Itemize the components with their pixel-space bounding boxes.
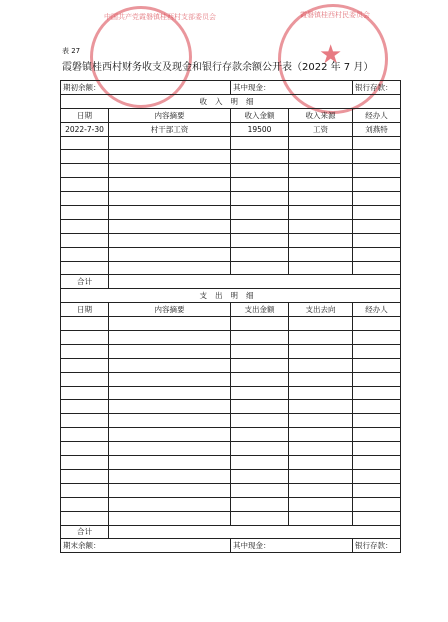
expense-empty-row bbox=[61, 469, 401, 483]
income-amount: 19500 bbox=[231, 122, 289, 136]
table-cell bbox=[289, 136, 353, 150]
expense-empty-row bbox=[61, 456, 401, 470]
table-cell bbox=[231, 178, 289, 192]
income-total-label: 合计 bbox=[61, 275, 109, 289]
income-row bbox=[61, 122, 401, 136]
expense-empty-row bbox=[61, 358, 401, 372]
table-cell bbox=[289, 233, 353, 247]
table-cell bbox=[61, 442, 109, 456]
table-cell bbox=[109, 414, 231, 428]
star-icon: ★ bbox=[319, 40, 343, 70]
table-cell bbox=[231, 206, 289, 220]
table-cell bbox=[231, 386, 289, 400]
table-cell bbox=[289, 178, 353, 192]
income-summary: 村干部工资 bbox=[109, 122, 231, 136]
table-cell bbox=[61, 428, 109, 442]
table-cell bbox=[231, 164, 289, 178]
table-cell bbox=[61, 247, 109, 261]
table-cell bbox=[289, 497, 353, 511]
expense-empty-row bbox=[61, 511, 401, 525]
table-cell bbox=[353, 219, 401, 233]
table-cell bbox=[61, 414, 109, 428]
table-cell bbox=[353, 400, 401, 414]
committee-seal-text: 霞磐镇桂西村民委员会 bbox=[300, 11, 370, 19]
income-empty-row bbox=[61, 233, 401, 247]
closing-balance-label: 期末余额： bbox=[61, 539, 231, 553]
expense-header-destination: 支出去向 bbox=[289, 303, 353, 317]
expense-header-amount: 支出金额 bbox=[231, 303, 289, 317]
table-cell bbox=[353, 261, 401, 275]
table-cell bbox=[353, 511, 401, 525]
table-cell bbox=[61, 178, 109, 192]
table-cell bbox=[289, 442, 353, 456]
opening-bank-label: 银行存款： bbox=[353, 81, 401, 95]
table-cell bbox=[109, 483, 231, 497]
expense-header-date: 日期 bbox=[61, 303, 109, 317]
expense-empty-row bbox=[61, 386, 401, 400]
table-cell bbox=[353, 136, 401, 150]
income-header-handler: 经办人 bbox=[353, 108, 401, 122]
table-cell bbox=[109, 400, 231, 414]
income-section-title: 收入明细 bbox=[61, 94, 401, 108]
table-cell bbox=[289, 414, 353, 428]
table-cell bbox=[353, 331, 401, 345]
table-cell bbox=[61, 331, 109, 345]
expense-empty-row bbox=[61, 317, 401, 331]
table-cell bbox=[353, 414, 401, 428]
table-cell bbox=[109, 386, 231, 400]
table-cell bbox=[231, 414, 289, 428]
page-title: 霞磐镇桂西村财务收支及现金和银行存款余额公开表（2022 年 7 月） bbox=[62, 62, 374, 73]
table-cell bbox=[109, 372, 231, 386]
income-header-date: 日期 bbox=[61, 108, 109, 122]
table-cell bbox=[109, 344, 231, 358]
table-cell bbox=[231, 317, 289, 331]
table-cell bbox=[289, 456, 353, 470]
income-empty-row bbox=[61, 178, 401, 192]
table-cell bbox=[109, 358, 231, 372]
table-cell bbox=[109, 233, 231, 247]
table-cell bbox=[353, 372, 401, 386]
table-cell bbox=[61, 497, 109, 511]
table-cell bbox=[353, 178, 401, 192]
table-cell bbox=[61, 456, 109, 470]
table-cell bbox=[109, 442, 231, 456]
income-total-value bbox=[109, 275, 401, 289]
table-cell bbox=[353, 233, 401, 247]
income-empty-row bbox=[61, 219, 401, 233]
table-cell bbox=[109, 317, 231, 331]
table-cell bbox=[289, 511, 353, 525]
table-cell bbox=[231, 442, 289, 456]
table-cell bbox=[109, 164, 231, 178]
table-cell bbox=[289, 358, 353, 372]
table-cell bbox=[231, 511, 289, 525]
table-cell bbox=[353, 247, 401, 261]
table-cell bbox=[231, 150, 289, 164]
income-empty-row bbox=[61, 150, 401, 164]
income-header-amount: 收入金额 bbox=[231, 108, 289, 122]
table-cell bbox=[353, 483, 401, 497]
expense-header-summary: 内容摘要 bbox=[109, 303, 231, 317]
table-cell bbox=[109, 192, 231, 206]
table-cell bbox=[231, 483, 289, 497]
expense-empty-row bbox=[61, 400, 401, 414]
expense-total-row bbox=[61, 525, 401, 539]
closing-cash-label: 其中现金： bbox=[231, 539, 353, 553]
table-cell bbox=[289, 386, 353, 400]
table-cell bbox=[231, 456, 289, 470]
table-cell bbox=[289, 219, 353, 233]
table-cell bbox=[109, 261, 231, 275]
table-cell bbox=[231, 497, 289, 511]
table-cell bbox=[61, 219, 109, 233]
expense-header-row bbox=[61, 303, 401, 317]
table-cell bbox=[109, 150, 231, 164]
table-cell bbox=[231, 247, 289, 261]
table-cell bbox=[289, 331, 353, 345]
table-cell bbox=[231, 372, 289, 386]
expense-empty-row bbox=[61, 344, 401, 358]
table-cell bbox=[61, 344, 109, 358]
table-cell bbox=[61, 358, 109, 372]
expense-total-value bbox=[109, 525, 401, 539]
expense-empty-row bbox=[61, 497, 401, 511]
table-cell bbox=[289, 344, 353, 358]
income-empty-row bbox=[61, 261, 401, 275]
opening-balance-row bbox=[61, 81, 401, 95]
table-cell bbox=[61, 233, 109, 247]
table-cell bbox=[61, 372, 109, 386]
table-cell bbox=[353, 192, 401, 206]
finance-table bbox=[60, 80, 401, 553]
table-cell bbox=[353, 469, 401, 483]
expense-empty-row bbox=[61, 414, 401, 428]
closing-balance-row bbox=[61, 539, 401, 553]
table-cell bbox=[231, 192, 289, 206]
table-cell bbox=[231, 261, 289, 275]
table-cell bbox=[61, 164, 109, 178]
table-cell bbox=[61, 136, 109, 150]
expense-header-handler: 经办人 bbox=[353, 303, 401, 317]
table-cell bbox=[109, 247, 231, 261]
income-section-row bbox=[61, 94, 401, 108]
table-cell bbox=[289, 192, 353, 206]
table-cell bbox=[289, 164, 353, 178]
table-cell bbox=[353, 497, 401, 511]
table-cell bbox=[61, 192, 109, 206]
table-cell bbox=[231, 136, 289, 150]
table-cell bbox=[61, 400, 109, 414]
table-cell bbox=[61, 469, 109, 483]
table-cell bbox=[109, 497, 231, 511]
table-number: 表 27 bbox=[62, 47, 81, 55]
table-cell bbox=[231, 358, 289, 372]
expense-empty-row bbox=[61, 442, 401, 456]
table-cell bbox=[109, 206, 231, 220]
table-cell bbox=[61, 386, 109, 400]
table-cell bbox=[353, 317, 401, 331]
expense-empty-row bbox=[61, 428, 401, 442]
table-cell bbox=[109, 136, 231, 150]
table-cell bbox=[353, 386, 401, 400]
table-cell bbox=[353, 150, 401, 164]
table-cell bbox=[61, 150, 109, 164]
table-cell bbox=[109, 469, 231, 483]
income-header-summary: 内容摘要 bbox=[109, 108, 231, 122]
table-cell bbox=[353, 206, 401, 220]
opening-cash-label: 其中现金： bbox=[231, 81, 353, 95]
table-cell bbox=[109, 178, 231, 192]
table-cell bbox=[353, 358, 401, 372]
table-cell bbox=[289, 483, 353, 497]
table-cell bbox=[289, 261, 353, 275]
table-cell bbox=[289, 317, 353, 331]
opening-balance-label: 期初余额： bbox=[61, 81, 231, 95]
income-header-row bbox=[61, 108, 401, 122]
income-empty-row bbox=[61, 164, 401, 178]
expense-section-row bbox=[61, 289, 401, 303]
income-empty-row bbox=[61, 192, 401, 206]
income-date: 2022-7-30 bbox=[61, 122, 109, 136]
table-cell bbox=[353, 344, 401, 358]
table-cell bbox=[231, 219, 289, 233]
table-cell bbox=[109, 511, 231, 525]
expense-empty-row bbox=[61, 372, 401, 386]
expense-total-label: 合计 bbox=[61, 525, 109, 539]
table-cell bbox=[61, 483, 109, 497]
table-cell bbox=[61, 206, 109, 220]
table-cell bbox=[61, 261, 109, 275]
income-empty-row bbox=[61, 136, 401, 150]
table-cell bbox=[109, 456, 231, 470]
table-cell bbox=[109, 428, 231, 442]
income-handler: 刘燕特 bbox=[353, 122, 401, 136]
table-cell bbox=[61, 317, 109, 331]
income-empty-row bbox=[61, 247, 401, 261]
income-header-source: 收入来源 bbox=[289, 108, 353, 122]
table-cell bbox=[289, 150, 353, 164]
table-cell bbox=[231, 344, 289, 358]
table-cell bbox=[289, 469, 353, 483]
table-cell bbox=[231, 428, 289, 442]
closing-bank-label: 银行存款： bbox=[353, 539, 401, 553]
table-cell bbox=[353, 428, 401, 442]
income-total-row bbox=[61, 275, 401, 289]
table-cell bbox=[353, 164, 401, 178]
table-cell bbox=[109, 219, 231, 233]
income-source: 工资 bbox=[289, 122, 353, 136]
table-cell bbox=[231, 233, 289, 247]
table-cell bbox=[61, 511, 109, 525]
table-cell bbox=[289, 428, 353, 442]
table-cell bbox=[289, 372, 353, 386]
expense-section-title: 支出明细 bbox=[61, 289, 401, 303]
table-cell bbox=[289, 206, 353, 220]
table-cell bbox=[231, 331, 289, 345]
table-cell bbox=[109, 331, 231, 345]
table-cell bbox=[231, 400, 289, 414]
income-empty-row bbox=[61, 206, 401, 220]
expense-empty-row bbox=[61, 483, 401, 497]
party-seal-text: 中国共产党霞磐镇桂西村支部委员会 bbox=[104, 13, 216, 21]
table-cell bbox=[231, 469, 289, 483]
table-cell bbox=[353, 442, 401, 456]
table-cell bbox=[289, 247, 353, 261]
table-cell bbox=[353, 456, 401, 470]
table-cell bbox=[289, 400, 353, 414]
expense-empty-row bbox=[61, 331, 401, 345]
